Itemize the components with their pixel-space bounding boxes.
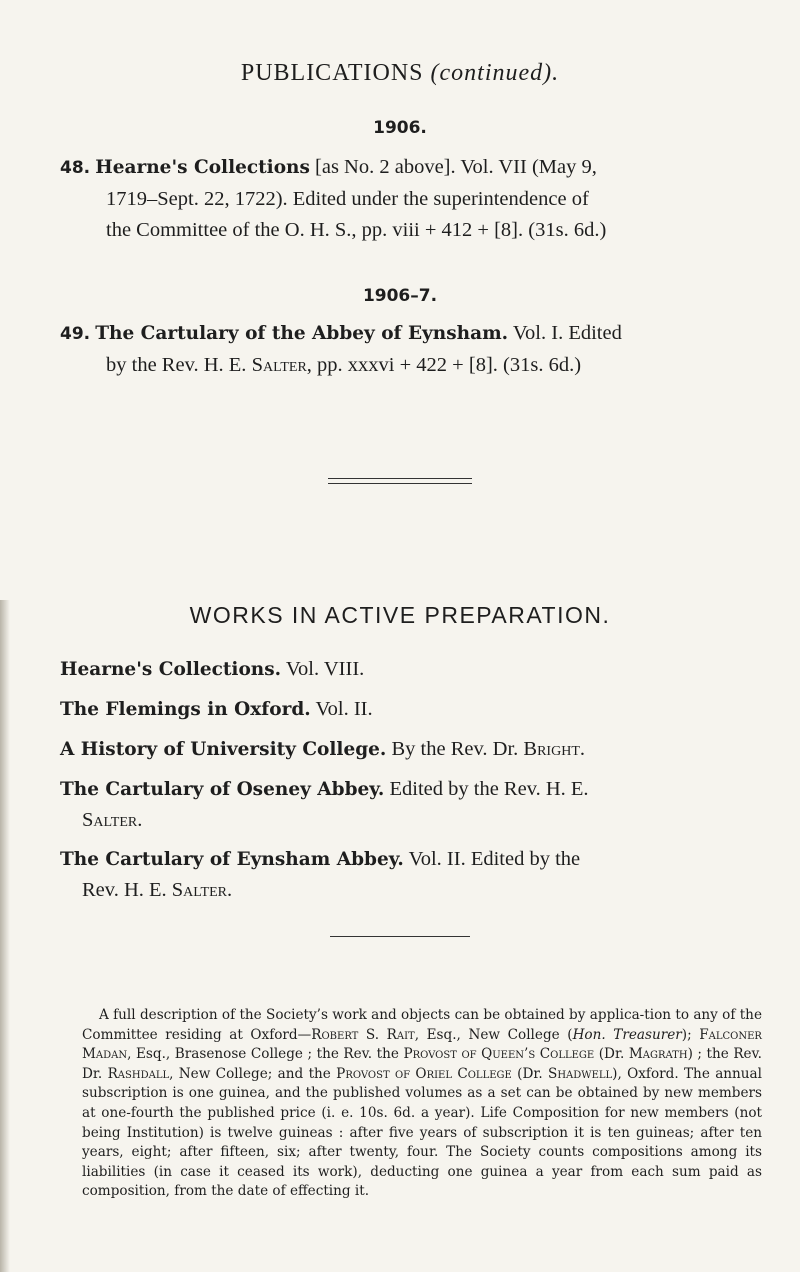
committee-name: Robert S. Rait bbox=[311, 1026, 415, 1043]
entry-line2: 1719–Sept. 22, 1722). Edited under the superintendence of bbox=[106, 188, 589, 210]
desc-text: , New College; and the bbox=[169, 1065, 337, 1082]
work-item bbox=[60, 694, 760, 725]
entry-line2-a: by the Rev. H. E. bbox=[106, 354, 247, 376]
desc-text: ), Oxford. The annual subscription is one guinea, and the published volumes as a set can be obtained by new members at one-fourth the published price (i. e. 10s. 6d. a year). Life Composition for new members (not being Institution) is twelve guineas : after five years of subscription it is ten guineas; after ten years, eight; after fifteen, six; after twenty, four. The Society counts compositions among its liabilities (in case it ceased its work), deducting one guinea a year from each sum paid as composition, from the date of effecting it. bbox=[82, 1065, 763, 1200]
work-item bbox=[60, 654, 760, 685]
entry-title: Hearne's Collections bbox=[95, 157, 310, 178]
desc-text: (Dr. bbox=[594, 1046, 629, 1063]
work-detail: By the Rev. Dr. bbox=[391, 738, 519, 760]
editor-name: Salter bbox=[82, 809, 138, 831]
work-title: The Cartulary of Eynsham Abbey. bbox=[60, 849, 404, 870]
entry-number: 49. bbox=[60, 324, 91, 344]
work-title: Hearne's Collections. bbox=[60, 659, 282, 680]
work-detail: Vol. VIII. bbox=[285, 658, 365, 680]
society-description bbox=[82, 1006, 762, 1202]
entry-line3: the Committee of the O. H. S., pp. viii + 412 + [8]. (31s. 6d.) bbox=[106, 219, 607, 241]
entry-line2 bbox=[60, 350, 760, 381]
editor-name: Salter bbox=[171, 879, 228, 901]
committee-name: Falconer Madan bbox=[82, 1026, 762, 1063]
work-item bbox=[60, 844, 760, 905]
entry-title: The Cartulary of the Abbey of Eynsham. bbox=[95, 323, 509, 344]
year-heading-1906: 1906. bbox=[373, 118, 427, 138]
work-title: The Flemings in Oxford. bbox=[60, 699, 311, 720]
desc-text: ) ; the Rev. Dr. bbox=[82, 1046, 762, 1082]
work-detail: Vol. II. Edited by the bbox=[408, 848, 581, 870]
work-detail-line2: Rev. H. E. bbox=[82, 879, 167, 901]
work-item bbox=[60, 774, 760, 835]
committee-role: Hon. Treasurer bbox=[572, 1026, 682, 1043]
work-end: . bbox=[137, 809, 143, 831]
committee-name: Shadwell bbox=[548, 1065, 613, 1082]
works-heading: WORKS IN ACTIVE PREPARATION. bbox=[189, 602, 611, 628]
editor-name: Salter bbox=[251, 354, 307, 376]
entry-number: 48. bbox=[60, 158, 91, 178]
entry-line2-b: , pp. xxxvi + 422 + [8]. (31s. 6d.) bbox=[306, 354, 582, 376]
year-heading-1906-7: 1906–7. bbox=[362, 286, 438, 306]
work-end: . bbox=[579, 738, 585, 760]
running-head-continued: (continued). bbox=[430, 60, 560, 86]
page-edge-shadow bbox=[0, 600, 10, 1272]
running-head-text: PUBLICATIONS bbox=[240, 60, 424, 86]
desc-text: ); bbox=[681, 1026, 700, 1043]
editor-name: Bright bbox=[523, 738, 580, 760]
desc-text: (Dr. bbox=[511, 1065, 549, 1082]
work-title: A History of University College. bbox=[60, 739, 387, 760]
committee-name: Provost of Oriel College bbox=[336, 1065, 512, 1082]
desc-text: , Esq., New College ( bbox=[414, 1026, 573, 1043]
entry-line1-rest: [as No. 2 above]. Vol. VII (May 9, bbox=[315, 156, 597, 178]
work-end: . bbox=[227, 879, 233, 901]
work-title: The Cartulary of Oseney Abbey. bbox=[60, 779, 385, 800]
work-detail: Vol. II. bbox=[315, 698, 373, 720]
entry-line1-rest: Vol. I. Edited bbox=[512, 322, 622, 344]
desc-text: , Esq., Brasenose College ; the Rev. the bbox=[127, 1046, 404, 1063]
divider-rule-single bbox=[330, 936, 470, 937]
entry-48 bbox=[60, 152, 760, 246]
work-item bbox=[60, 734, 760, 765]
committee-name: Provost of Queen’s College bbox=[403, 1046, 595, 1063]
committee-name: Magrath bbox=[628, 1046, 688, 1063]
divider-rule-top bbox=[328, 478, 472, 479]
entry-49 bbox=[60, 318, 760, 381]
running-head bbox=[0, 60, 800, 87]
work-detail: Edited by the Rev. H. E. bbox=[389, 778, 589, 800]
desc-text: A full description of the Society’s work and objects can be obtained by applica-tion to any of the Committee residing at Oxford— bbox=[82, 1007, 762, 1043]
committee-name: Rashdall bbox=[107, 1065, 170, 1082]
divider-rule-bottom bbox=[328, 483, 472, 484]
